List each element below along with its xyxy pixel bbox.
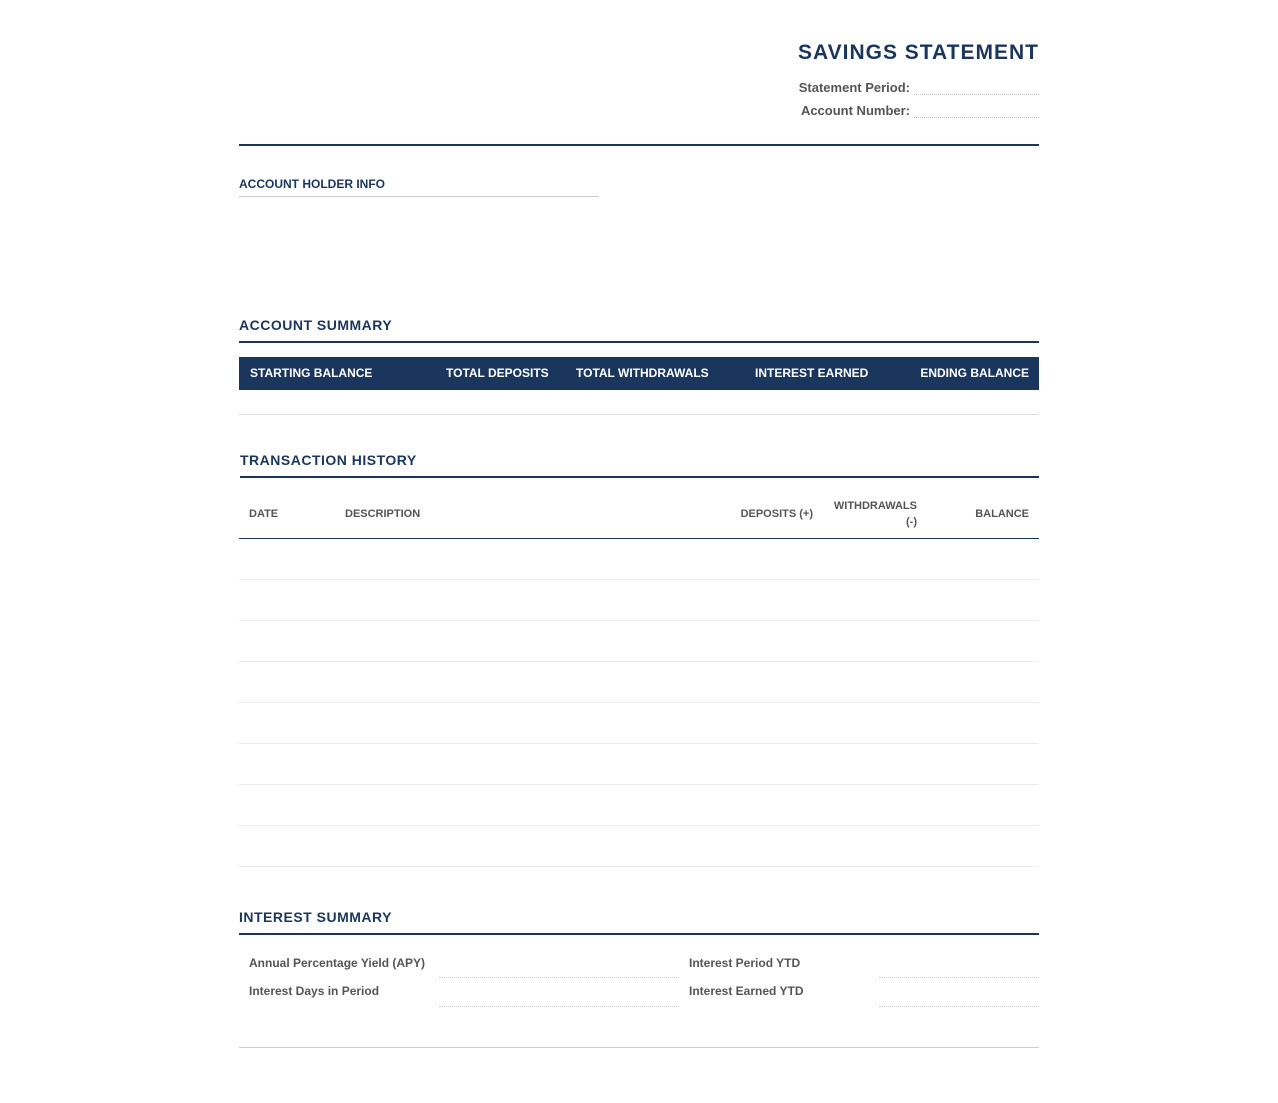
table-row[interactable] [239, 662, 1039, 703]
statement-page [239, 0, 1039, 1103]
interest-period-ytd-field[interactable] [879, 976, 1039, 978]
statement-period-row [799, 77, 1039, 95]
interest-days-field[interactable] [439, 1005, 679, 1007]
tx-col-withdrawals: WITHDRAWALS [833, 500, 917, 512]
account-number-row [801, 100, 1039, 118]
footer-divider [239, 1047, 1039, 1048]
apy-label: Annual Percentage Yield (APY) [249, 956, 426, 970]
interest-summary-heading: INTEREST SUMMARY [239, 909, 1039, 935]
account-number-label: Account Number: [800, 103, 910, 118]
statement-period-label: Statement Period: [798, 80, 910, 95]
interest-earned-ytd-field[interactable] [879, 1005, 1039, 1007]
statement-period-field[interactable] [914, 80, 1039, 95]
apy-field[interactable] [439, 976, 679, 978]
summary-col-total-withdrawals: TOTAL WITHDRAWALS [576, 366, 709, 380]
table-row[interactable] [239, 580, 1039, 621]
tx-col-date: DATE [249, 508, 279, 520]
interest-period-ytd-label: Interest Period YTD [689, 956, 801, 970]
summary-col-ending-balance: ENDING BALANCE [920, 366, 1029, 380]
page-title: SAVINGS STATEMENT [797, 41, 1039, 64]
header-divider [239, 144, 1039, 146]
table-row[interactable] [239, 539, 1039, 580]
table-row[interactable] [239, 826, 1039, 867]
tx-col-description: DESCRIPTION [345, 508, 421, 520]
transaction-table-header [239, 494, 1039, 539]
table-row[interactable] [239, 744, 1039, 785]
account-holder-heading: ACCOUNT HOLDER INFO [239, 177, 599, 197]
transaction-history-heading: TRANSACTION HISTORY [240, 452, 1039, 478]
table-row[interactable] [239, 621, 1039, 662]
account-number-field[interactable] [914, 103, 1039, 118]
interest-earned-ytd-label: Interest Earned YTD [689, 984, 804, 998]
interest-days-label: Interest Days in Period [249, 984, 380, 998]
summary-col-total-deposits: TOTAL DEPOSITS [446, 366, 549, 380]
table-row[interactable] [239, 703, 1039, 744]
account-summary-header [239, 357, 1039, 390]
summary-col-interest-earned: INTEREST EARNED [755, 366, 869, 380]
tx-col-deposits: DEPOSITS (+) [740, 508, 813, 520]
account-summary-values-row [239, 390, 1039, 415]
account-summary-heading: ACCOUNT SUMMARY [239, 317, 1039, 343]
summary-col-starting-balance: STARTING BALANCE [250, 366, 373, 380]
tx-col-balance: BALANCE [975, 508, 1029, 520]
tx-col-withdrawals-sign: (-) [906, 516, 917, 528]
table-row[interactable] [239, 785, 1039, 826]
